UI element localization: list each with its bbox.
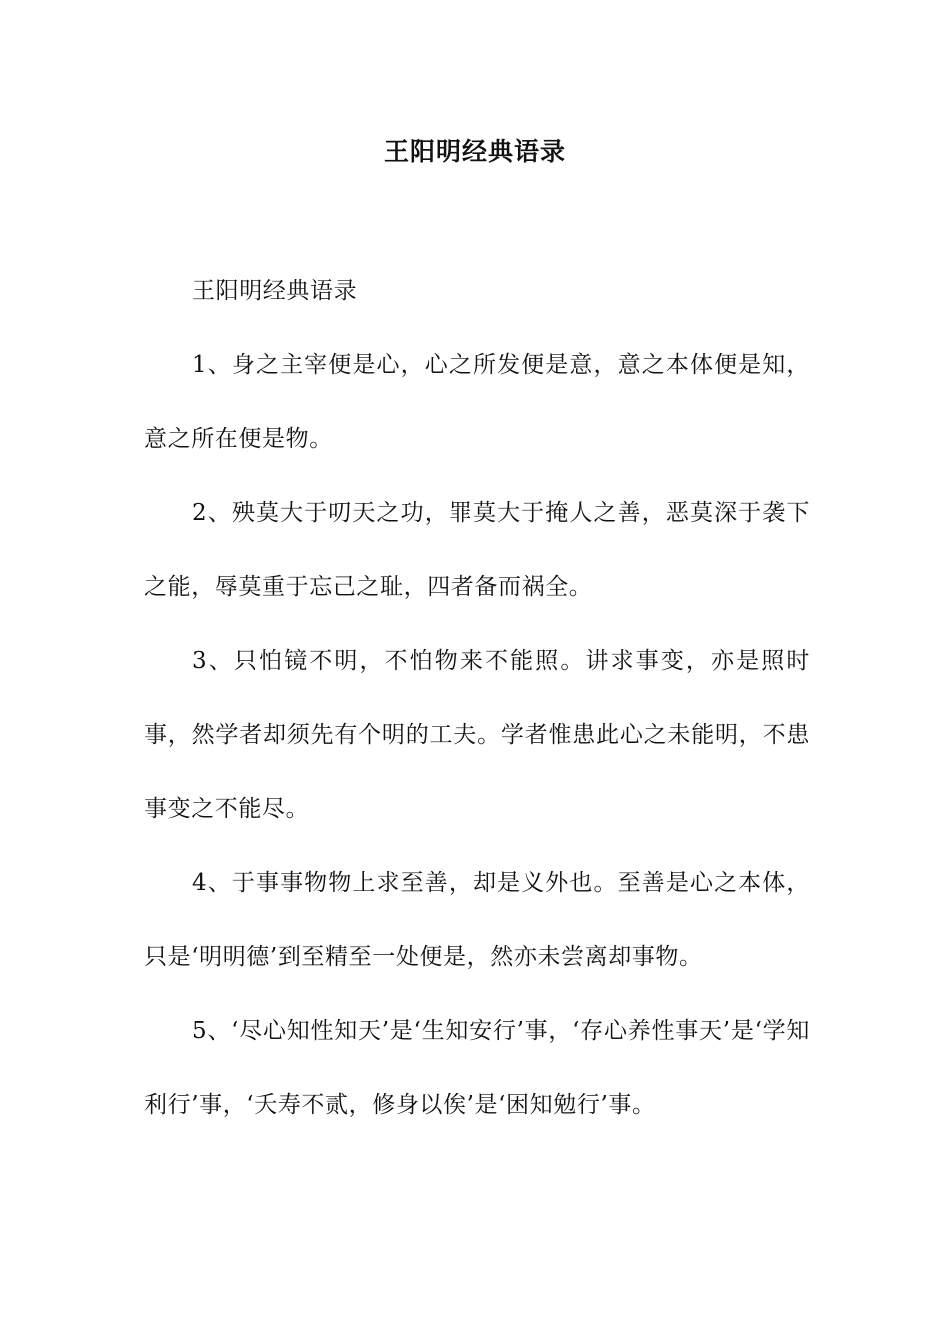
paragraph-1: 1、身之主宰便是心，心之所发便是意，意之本体便是知，意之所在便是物。 bbox=[144, 352, 810, 452]
document-body bbox=[144, 254, 810, 1142]
paragraph-5: 5、‘尽心知性知天’是‘生知安行’事，‘存心养性事天’是‘学知利行’事，‘夭寿不贰，修身以俟’是‘困知勉行’事。 bbox=[144, 1018, 810, 1118]
paragraph-3: 3、只怕镜不明，不怕物来不能照。讲求事变，亦是照时事，然学者却须先有个明的工夫。学者惟患此心之未能明，不患事变之不能尽。 bbox=[144, 648, 810, 822]
paragraph-4: 4、于事事物物上求至善，却是义外也。至善是心之本体，只是‘明明德’到至精至一处便是，然亦未尝离却事物。 bbox=[144, 870, 810, 970]
document-title: 王阳明经典语录 bbox=[383, 137, 566, 166]
paragraph-heading: 王阳明经典语录 bbox=[192, 278, 358, 304]
paragraph-2: 2、殃莫大于叨天之功，罪莫大于掩人之善，恶莫深于袭下之能，辱莫重于忘己之耻，四者备而祸全。 bbox=[144, 500, 810, 600]
